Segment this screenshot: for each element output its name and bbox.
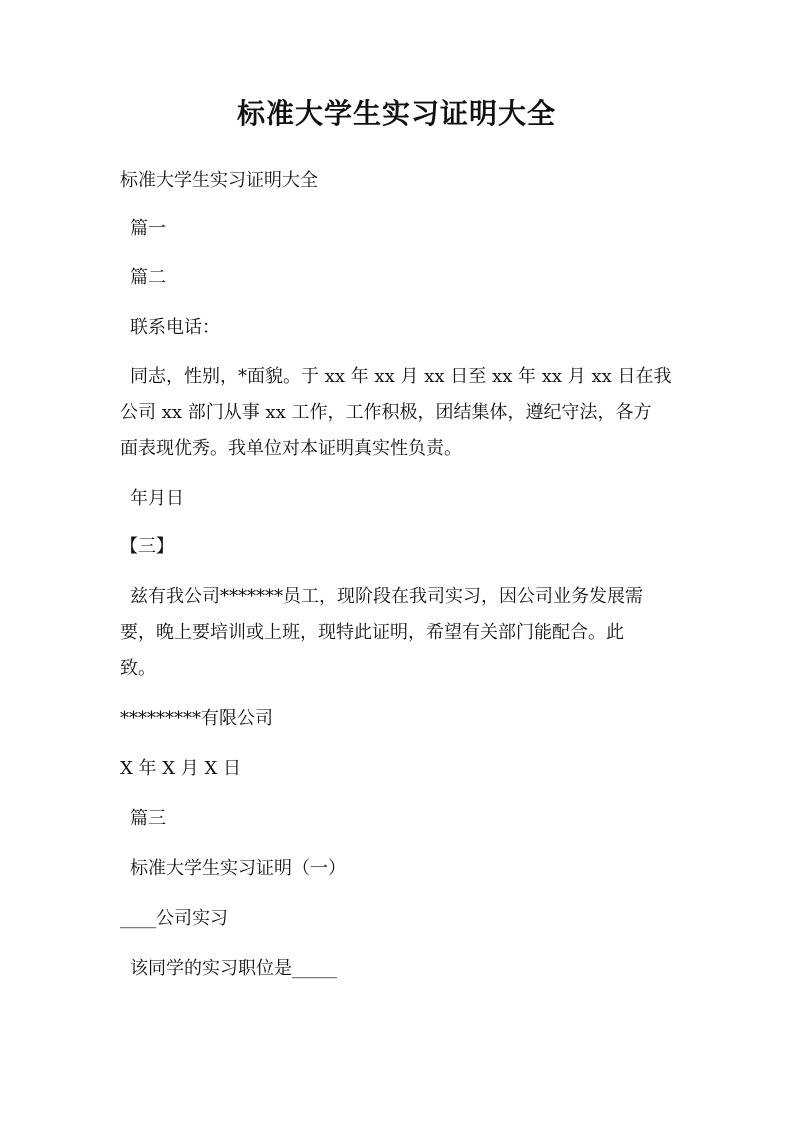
paragraph-1-line-1: 同志，性别，*面貌。于 xx 年 xx 月 xx 日至 xx 年 xx 月 xx 日在我: [130, 366, 672, 387]
company-intern-line: ____公司实习: [120, 908, 228, 929]
paragraph-1-line-2: 公司 xx 部门从事 xx 工作，工作积极，团结集体，遵纪守法，各方: [120, 402, 652, 423]
paragraph-2-line-1: 兹有我公司*******员工，现阶段在我司实习，因公司业务发展需: [130, 586, 643, 607]
signature-date-line: X 年 X 月 X 日: [120, 758, 242, 779]
section-heading-2: 篇二: [130, 267, 166, 288]
section-heading-3: 【三】: [120, 536, 174, 557]
paragraph-1-line-3: 面表现优秀。我单位对本证明真实性负责。: [120, 438, 462, 459]
company-name-line: *********有限公司: [120, 708, 273, 729]
intern-position-line: 该同学的实习职位是_____: [130, 958, 337, 979]
date-line: 年月日: [130, 488, 184, 509]
paragraph-2-line-2: 要，晚上要培训或上班，现特此证明，希望有关部门能配合。此: [120, 622, 624, 643]
subtitle-line: 标准大学生实习证明大全: [120, 170, 318, 191]
section-heading-1: 篇一: [130, 218, 166, 239]
section-heading-4: 篇三: [130, 808, 166, 829]
document-title: 标准大学生实习证明大全: [236, 97, 556, 130]
paragraph-2-line-3: 致。: [120, 658, 156, 679]
certificate-subtitle: 标准大学生实习证明（一）: [130, 858, 346, 879]
contact-phone-line: 联系电话：: [130, 317, 220, 338]
